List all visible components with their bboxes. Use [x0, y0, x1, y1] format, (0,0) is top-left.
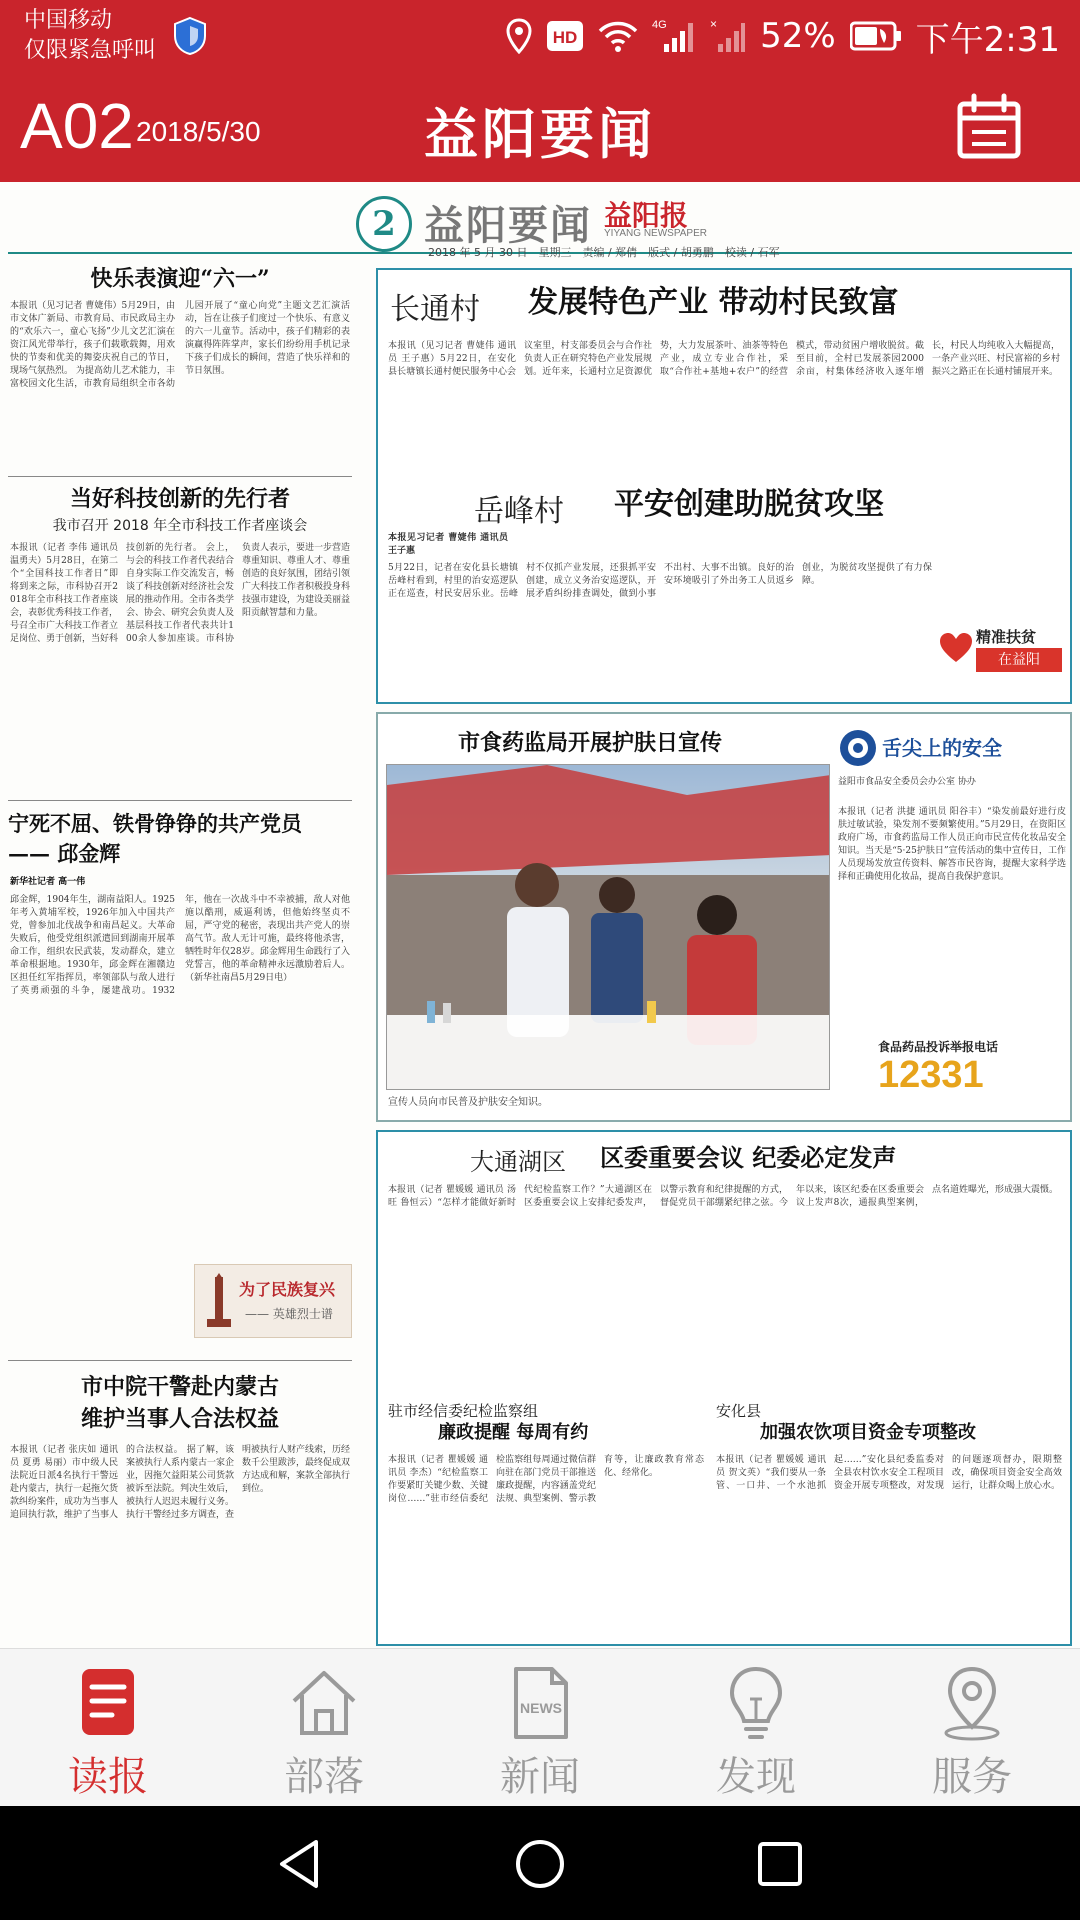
article-title: 快乐表演迎“六一” [90, 266, 270, 292]
nav-discover[interactable] [648, 1649, 864, 1807]
page-code: A02 [20, 90, 134, 162]
svg-text:4G: 4G [652, 19, 667, 31]
logo-sub: 益阳市食品安全委员会办公室 协办 [838, 777, 976, 787]
carrier-info [24, 6, 156, 66]
wifi-icon [598, 19, 638, 53]
article-court[interactable] [8, 1368, 352, 1648]
nav-tribe[interactable] [216, 1649, 432, 1807]
location-icon [506, 18, 532, 54]
nav-read[interactable] [0, 1649, 216, 1807]
article-title: 发展特色产业 带动村民致富 [528, 285, 899, 320]
bottom-nav [0, 1648, 1080, 1806]
right-column [372, 264, 1080, 1648]
nav-service[interactable] [864, 1649, 1080, 1807]
status-icons [506, 14, 1060, 58]
article-title: 市食药监局开展护肤日宣传 [457, 730, 722, 756]
signal-4g-icon [652, 18, 696, 54]
divider [8, 800, 352, 801]
calendar-icon[interactable] [954, 92, 1024, 162]
clock: 下午2:31 [915, 19, 1060, 60]
home-icon[interactable] [512, 1836, 568, 1892]
article-yuefeng[interactable] [378, 486, 1070, 702]
divider [8, 476, 352, 477]
article-body: 本报讯（记者 瞿媛媛 通讯员 汤旺 鲁恒云）“怎样才能做好新时代纪检监察工作？”大通湖区在区委重要会议上安排纪委发声，以警示教育和纪律提醒的方式，督促党员干部绷紧纪律之弦。今年以来，该区纪委在区委重要会议上发声8次，通报典型案例，点名道姓曝光，形成强大震慑。 [388, 1185, 1059, 1208]
article-children-day[interactable] [8, 264, 352, 474]
heart-hands-icon [938, 630, 974, 666]
left-column [0, 264, 360, 1648]
news-photo[interactable] [386, 764, 830, 1090]
article-martyr[interactable] [8, 806, 352, 1354]
nav-news[interactable] [432, 1649, 648, 1807]
nav-label: 读报 [68, 1754, 148, 1800]
article-place: 大通湖区 [470, 1148, 566, 1176]
svg-text:×: × [710, 18, 718, 31]
badge-sub: 在益阳 [976, 648, 1062, 672]
article-body: 本报讯（记者 张庆如 通讯员 夏勇 易丽）市中级人民法院近日派4名执行干警远赴内蒙古，执行一起拖欠货款纠纷案件，成功为当事人追回执行款，维护了当事人的合法权益。 据了解，该案被执行人系内蒙古一家企业，因拖欠益阳某公司货款被诉至法院。判决生效后，被执行人迟迟未履行义务。执行干警经过多方调查，查明被执行人财产线索，历经数千公里跋涉，最终促成双方达成和解，案款全部执行到位。 [10, 1445, 350, 1520]
masthead-brand-en: YIYANG NEWSPAPER [604, 228, 707, 239]
house-icon [284, 1663, 364, 1743]
banner-title: 为了民族复兴 [239, 1280, 336, 1299]
hotline-number: 12331 [878, 1054, 984, 1096]
masthead-section: 益阳要闻 [424, 202, 592, 249]
article-body: 本报讯（记者 瞿媛媛 通讯员 贺文英）“我们要从一条管、一口井、一个水池抓起……”安化县纪委监委对全县农村饮水安全工程项目资金开展专项整改，对发现的问题逐项督办，限期整改，确保项目资金安全高效运行，让群众喝上放心水。 [716, 1455, 1062, 1491]
article-science-forum[interactable] [8, 482, 352, 792]
article-jingxinwei[interactable] [378, 1398, 708, 1644]
monument-icon [199, 1273, 239, 1333]
page-date: 2018/5/30 [136, 116, 261, 147]
masthead-brand: 益阳报 [604, 199, 689, 232]
newspaper-icon [68, 1663, 148, 1743]
article-body: 邱金辉，1904年生，湖南益阳人。1925年考入黄埔军校，1926年加入中国共产党，曾参加北伐战争和南昌起义。大革命失败后，他受党组织派遣回到湖南开展革命工作，组织农民武装，发动群众，建立革命根据地。1930年，邱金辉在湘赣边区担任红军指挥员，率领部队与敌人进行了英勇顽强的斗争，屡建战功。1932年，他在一次战斗中不幸被捕，敌人对他施以酷刑，威逼利诱，但他始终坚贞不屈，严守党的秘密，表现出共产党人的崇高气节。敌人无计可施，最终将他杀害，牺牲时年仅28岁。邱金辉用生命践行了入党誓言，他的革命精神永远激励着后人。（新华社南昌5月29日电） [10, 895, 350, 996]
poverty-feature-box[interactable] [376, 268, 1072, 704]
article-title: 廉政提醒 每周有约 [438, 1422, 589, 1443]
article-title-sub: 维护当事人合法权益 [80, 1406, 279, 1432]
badge-title: 精准扶贫 [976, 628, 1037, 646]
article-byline: 新华社记者 高一伟 [10, 877, 86, 887]
nav-label: 部落 [284, 1754, 364, 1800]
svg-text:NEWS: NEWS [520, 1700, 562, 1716]
article-byline: 本报见习记者 曹婕伟 通讯员 王子惠 [388, 533, 508, 556]
article-title-sub: —— 邱金辉 [8, 841, 121, 866]
page-title: 益阳要闻 [424, 103, 656, 166]
photo-caption: 宣传人员向市民普及护肤安全知识。 [388, 1097, 548, 1108]
hotline-label: 食品药品投诉举报电话 [878, 1040, 999, 1054]
masthead-info: 2018 年 5 月 30 日 星期三 责编 / 郑倩 版式 / 胡勇鹏 校读 / 石军 [428, 246, 780, 259]
emblem-icon [838, 728, 878, 768]
news-doc-icon [500, 1663, 580, 1743]
back-icon[interactable] [272, 1836, 328, 1892]
article-place: 岳峰村 [474, 494, 564, 529]
article-org: 驻市经信委纪检监察组 [388, 1402, 539, 1420]
hero-banner [194, 1264, 352, 1338]
article-title: 平安创建助脱贫攻坚 [614, 487, 884, 522]
logo-title: 舌尖上的安全 [882, 736, 1002, 760]
article-title: 宁死不屈、铁骨铮铮的共产党员 [8, 811, 302, 836]
divider [8, 1360, 352, 1361]
article-place: 长通村 [390, 292, 480, 327]
photo-scene [387, 765, 830, 1090]
battery-icon [850, 21, 902, 51]
discipline-box[interactable] [376, 1130, 1072, 1646]
nav-label: 新闻 [500, 1754, 580, 1800]
article-body: 本报讯（记者 洪捷 通讯员 阳谷丰）“染发前最好进行皮肤过敏试验，染发剂不要频繁使用。”5月29日，在资阳区政府广场，市食药监局工作人员正向市民宣传化妆品安全知识。当天是“5·25护肤日”宣传活动的集中宣传日，工作人员现场发放宣传资料、解答市民咨询，提醒大家科学选择和正确使用化妆品，提高自我保护意识。 [838, 807, 1066, 882]
masthead-page-number: 2 [356, 196, 412, 252]
recents-icon[interactable] [752, 1836, 808, 1892]
precision-poverty-badge [938, 622, 1066, 682]
article-body: 本报讯（记者 瞿媛媛 通讯员 李杰）“纪检监察工作要紧盯关键少数、关键岗位……”驻市经信委纪检监察组每周通过微信群向驻在部门党员干部推送廉政提醒，内容涵盖党纪法规、典型案例、警示教育等，让廉政教育常态化、经常化。 [388, 1455, 704, 1504]
article-body: 本报讯（记者 李伟 通讯员 温勇夫）5月28日，在第二个“全国科技工作者日”即将到来之际，市科协召开2018年全市科技工作者座谈会，表彰优秀科技工作者，号召全市广大科技工作者立足岗位、勇于创新，当好科技创新的先行者。 会上，与会的科技工作者代表结合自身实际工作交流发言，畅谈了科技创新对经济社会发展的推动作用。全市各类学会、协会、研究会负责人及基层科技工作者代表共计100余人参加座谈。市科协负责人表示，要进一步营造尊重知识、尊重人才、尊重创造的良好氛围，团结引领广大科技工作者积极投身科技强市建设，为建设美丽益阳贡献智慧和力量。 [10, 543, 350, 644]
signal-x-icon [710, 18, 746, 54]
food-drug-box[interactable] [376, 712, 1072, 1122]
masthead [0, 182, 1080, 262]
app-header [0, 72, 1080, 182]
battery-percent: 52% [760, 16, 836, 56]
article-anhua[interactable] [716, 1398, 1070, 1644]
banner-sub: —— 英雄烈士谱 [245, 1307, 333, 1321]
newspaper-page[interactable] [0, 182, 1080, 1648]
article-title: 当好科技创新的先行者 [69, 486, 290, 512]
article-body: 本报讯（见习记者 曹婕伟 通讯员 王子惠）5月22日，在安化县长塘镇长通村便民服务中心会议室里，村支部委员会与合作社负责人正在研究特色产业发展规划。近年来，长通村立足资源优势，大力发展茶叶、油茶等特色产业，成立专业合作社，采取“合作社+基地+农户”的经营模式，带动贫困户增收脱贫。截至目前，全村已发展茶园2000余亩，村集体经济收入逐年增长，村民人均纯收入大幅提高，一条产业兴旺、村民富裕的乡村振兴之路正在长通村铺展开来。 [388, 341, 1060, 377]
article-body: 本报讯（见习记者 曹婕伟）5月29日，由市文体广新局、市教育局、市民政局主办的“欢乐六一，童心飞扬”少儿文艺汇演在资江风光带举行，孩子们载歌载舞，用欢快的节奏和优美的舞姿庆祝自己的节日，现场气氛热烈。 为提高幼儿艺术能力，丰富校园文化生活，市教育局组织全市各幼儿园开展了“童心向党”主题文艺汇演活动，旨在让孩子们度过一个快乐、有意义的六一儿童节。活动中，孩子们精彩的表演赢得阵阵掌声，家长们纷纷用手机记录下孩子们成长的瞬间，营造了快乐祥和的节日氛围。 [10, 301, 350, 389]
carrier-note: 仅限紧急呼叫 [24, 38, 157, 63]
nav-label: 服务 [932, 1754, 1012, 1800]
article-title: 加强农饮项目资金专项整改 [760, 1422, 976, 1443]
article-datonghu[interactable] [378, 1132, 1070, 1394]
lightbulb-icon [716, 1663, 796, 1743]
status-bar [0, 0, 1080, 72]
article-changtong[interactable] [378, 270, 1070, 480]
food-safety-logo [838, 728, 1066, 798]
article-subtitle: 我市召开 2018 年全市科技工作者座谈会 [52, 518, 308, 534]
svg-text:HD: HD [552, 28, 578, 47]
article-body: 5月22日，记者在安化县长塘镇岳峰村看到，村里的治安巡逻队正在巡查，村民安居乐业。岳峰村不仅抓产业发展，还狠抓平安创建，成立义务治安巡逻队，开展矛盾纠纷排查调处，做到小事不出村、大事不出镇。良好的治安环境吸引了外出务工人员返乡创业，为脱贫攻坚提供了有力保障。 [388, 563, 932, 599]
shield-icon [172, 16, 208, 56]
nav-label: 发现 [716, 1754, 796, 1800]
carrier-name: 中国移动 [24, 8, 113, 33]
system-nav-bar [0, 1806, 1080, 1920]
article-title: 市中院干警赴内蒙古 [80, 1374, 279, 1400]
location-pin-icon [932, 1663, 1012, 1743]
hd-icon [546, 20, 584, 52]
article-org: 安化县 [716, 1402, 762, 1420]
article-title: 区委重要会议 纪委必定发声 [600, 1143, 897, 1172]
